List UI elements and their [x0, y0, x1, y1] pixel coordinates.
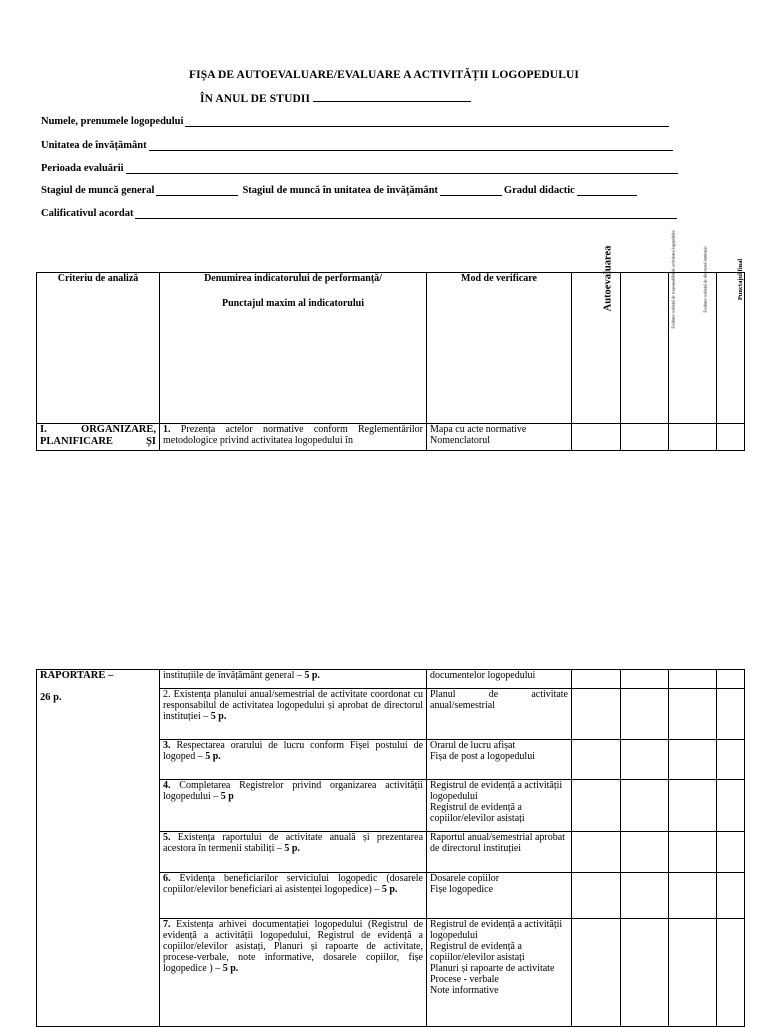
responsible-eval-cell[interactable]: [621, 873, 669, 919]
verification-cell: Orarul de lucru afișat Fișa de post a logopedului: [427, 740, 572, 780]
verification-cell: Registrul de evidență a activității logopedului Registrul de evidență a copiilor/elevilor asistați: [427, 780, 572, 832]
criteria-line1-num: I.: [40, 424, 47, 435]
degree-field[interactable]: [577, 186, 637, 196]
final-score-cell[interactable]: [717, 670, 745, 689]
indicator-cell: 7. Existența arhivei documentației logopedului (Registrul de evidență a activității logopedului, Registrul de evidență a copiilor/elevilor asistați, Planuri și rapoarte de activitate, procese-verbale, note informative, dosarele copiilor, fișe logopedice ) – 5 p.: [160, 919, 427, 1027]
self-eval-cell[interactable]: [572, 919, 621, 1027]
name-label: Numele, prenumele logopedului: [41, 116, 184, 127]
indicator-cell: 6. Evidența beneficiarilor serviciului logopedic (dosarele copiilor/elevilor beneficiari ai asistenței logopedice) – 5 p.: [160, 873, 427, 919]
unit-label: Unitatea de învățământ: [41, 140, 147, 151]
name-row: [41, 116, 669, 127]
director-eval-cell[interactable]: [669, 424, 717, 451]
stage-row: [41, 185, 637, 196]
period-label: Perioada evaluării: [41, 163, 124, 174]
header-final-score-text: Punctajul final: [737, 258, 745, 301]
responsible-eval-cell[interactable]: [621, 740, 669, 780]
evaluation-table-top: [36, 230, 745, 451]
criteria-cont-line2: 26 p.: [40, 692, 62, 703]
director-eval-cell[interactable]: [669, 689, 717, 740]
responsible-eval-cell[interactable]: [621, 780, 669, 832]
period-field[interactable]: [126, 164, 678, 174]
verification-cell: Dosarele copiilor Fișe logopedice: [427, 873, 572, 919]
verification-cell: Registrul de evidență a activității logopedului Registrul de evidență a copiilor/elevilor asistați Planuri și rapoarte de activitate Procese - verbale Note informative: [427, 919, 572, 1027]
responsible-eval-cell[interactable]: [621, 832, 669, 873]
grade-row: [41, 208, 677, 219]
header-indicator-line2: Punctajul maxim al indicatorului: [222, 298, 364, 309]
final-score-cell[interactable]: [717, 919, 745, 1027]
self-eval-cell[interactable]: [572, 740, 621, 780]
header-final-score: [717, 258, 745, 424]
director-eval-cell[interactable]: [669, 919, 717, 1027]
self-eval-cell[interactable]: [572, 832, 621, 873]
indicator-cell: 4. Completarea Registrelor privind organizarea activității logopedului – 5 p: [160, 780, 427, 832]
unit-row: [41, 140, 673, 151]
final-score-cell[interactable]: [717, 873, 745, 919]
self-eval-cell[interactable]: [572, 689, 621, 740]
header-responsible-eval: [621, 230, 676, 424]
document-title: FIȘA DE AUTOEVALUARE/EVALUARE A ACTIVITĂȚII LOGOPEDULUI: [189, 69, 579, 81]
general-stage-field[interactable]: [156, 186, 238, 196]
period-row: [41, 163, 678, 174]
indicator-cell: instituțiile de învățământ general – 5 p.: [160, 670, 427, 689]
final-score-cell[interactable]: [717, 832, 745, 873]
verification-cell: documentelor logopedului: [427, 670, 572, 689]
header-director-eval-text: Evaluare realizată de directorul instituției: [702, 246, 708, 313]
responsible-eval-cell[interactable]: [621, 919, 669, 1027]
responsible-eval-cell[interactable]: [621, 670, 669, 689]
unit-stage-field[interactable]: [440, 186, 502, 196]
indicator-cell: 3. Respectarea orarului de lucru conform Fișei postului de logoped – 5 p.: [160, 740, 427, 780]
self-eval-cell[interactable]: [572, 424, 621, 451]
final-score-cell[interactable]: [717, 780, 745, 832]
degree-label: Gradul didactic: [503, 185, 575, 196]
table-header-row: [37, 273, 745, 424]
study-year-line: [200, 91, 471, 105]
general-stage-label: Stagiul de muncă general: [41, 185, 155, 196]
director-eval-cell[interactable]: [669, 873, 717, 919]
indicator-cell: 1. Prezența actelor normative conform Reglementărilor metodologice privind activitatea logopedului în: [160, 424, 427, 451]
header-criteria: Criteriu de analiză: [37, 273, 160, 424]
self-eval-cell[interactable]: [572, 670, 621, 689]
verification-cell: Mapa cu acte normative Nomenclatorul: [427, 424, 572, 451]
grade-field[interactable]: [135, 209, 677, 219]
table-row: [37, 670, 745, 689]
self-eval-cell[interactable]: [572, 780, 621, 832]
director-eval-cell[interactable]: [669, 670, 717, 689]
criteria-cell-continued: [37, 670, 160, 1027]
indicator-text: Prezența actelor normative conform Reglementărilor metodologice privind activitatea logopedului în: [163, 424, 423, 446]
unit-field[interactable]: [149, 141, 673, 151]
header-indicator-line1: Denumirea indicatorului de performanță/: [204, 273, 382, 284]
evaluation-table-bottom: [36, 669, 745, 1027]
verification-cell: Raportul anual/semestrial aprobat de directorul instituției: [427, 832, 572, 873]
study-year-label: ÎN ANUL DE STUDII: [200, 93, 311, 105]
responsible-eval-cell[interactable]: [621, 689, 669, 740]
header-self-eval-text: Autoevaluarea: [602, 245, 614, 312]
indicator-cell: 2. Existența planului anual/semestrial de activitate coordonat cu responsabilul de activitatea logopedului și aprobat de directorul instituției – 5 p.: [160, 689, 427, 740]
grade-label: Calificativul acordat: [41, 208, 134, 219]
final-score-cell[interactable]: [717, 424, 745, 451]
criteria-cont-line1: RAPORTARE –: [40, 670, 114, 681]
header-indicator: [160, 273, 427, 424]
indicator-cell: 5. Existența raportului de activitate anuală și prezentarea acestora în termenii stabiliți – 5 p.: [160, 832, 427, 873]
director-eval-cell[interactable]: [669, 780, 717, 832]
header-director-eval: [669, 246, 717, 424]
verification-cell: Planul de activitate anual/semestrial: [427, 689, 572, 740]
self-eval-cell[interactable]: [572, 873, 621, 919]
table-row: [37, 424, 745, 451]
name-field[interactable]: [185, 117, 669, 127]
final-score-cell[interactable]: [717, 740, 745, 780]
responsible-eval-cell[interactable]: [621, 424, 669, 451]
final-score-cell[interactable]: [717, 689, 745, 740]
criteria-cell: I. ORGANIZARE, PLANIFICARE ȘI: [37, 424, 160, 451]
header-responsible-eval-text: Evaluare realizată de responsabilul de activitatea logopedului: [670, 230, 676, 329]
director-eval-cell[interactable]: [669, 740, 717, 780]
director-eval-cell[interactable]: [669, 832, 717, 873]
unit-stage-label: Stagiul de muncă în unitatea de învățământ: [242, 185, 438, 196]
header-verification: Mod de verificare: [427, 273, 572, 424]
study-year-field[interactable]: [313, 91, 471, 102]
header-self-eval: [572, 245, 621, 424]
